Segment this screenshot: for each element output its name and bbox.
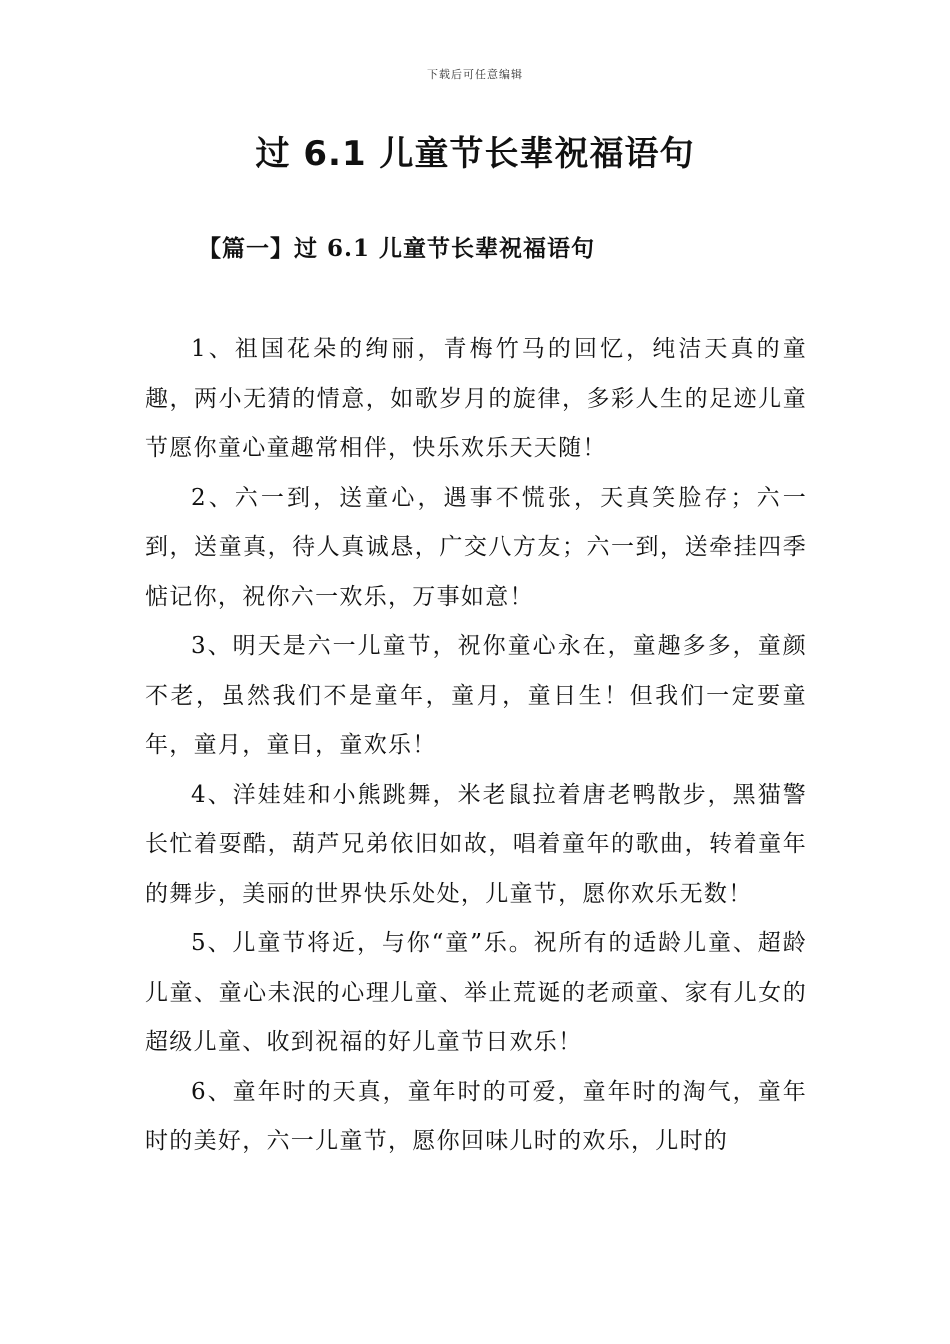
paragraph-6: 6、童年时的天真，童年时的可爱，童年时的淘气，童年时的美好，六一儿童节，愿你回味儿时的欢乐，儿时的 <box>145 1078 807 1154</box>
paragraph-4: 4、洋娃娃和小熊跳舞，米老鼠拉着唐老鸭散步，黑猫警长忙着耍酷，葫芦兄弟依旧如故，唱着童年的歌曲，转着童年的舞步，美丽的世界快乐处处，儿童节，愿你欢乐无数！ <box>145 781 807 907</box>
paragraph-2: 2、六一到，送童心，遇事不慌张，天真笑脸存；六一到，送童真，待人真诚恳，广交八方友；六一到，送牵挂四季惦记你，祝你六一欢乐，万事如意！ <box>145 484 807 610</box>
header-note: 下载后可任意编辑 <box>427 68 523 81</box>
document-body <box>145 325 807 1167</box>
paragraph-3: 3、明天是六一儿童节，祝你童心永在，童趣多多，童颜不老，虽然我们不是童年，童月，童日生！但我们一定要童年，童月，童日，童欢乐！ <box>145 633 807 758</box>
document-title: 过 6.1 儿童节长辈祝福语句 <box>255 134 695 174</box>
paragraph-5: 5、儿童节将近，与你“童”乐。祝所有的适龄儿童、超龄儿童、童心未泯的心理儿童、举止荒诞的老顽童、家有儿女的超级儿童、收到祝福的好儿童节日欢乐！ <box>145 930 807 1055</box>
paragraph-1: 1、祖国花朵的绚丽，青梅竹马的回忆，纯洁天真的童趣，两小无猜的情意，如歌岁月的旋律，多彩人生的足迹儿童节愿你童心童趣常相伴，快乐欢乐天天随！ <box>145 336 807 461</box>
section-heading: 【篇一】过 6.1 儿童节长辈祝福语句 <box>198 235 596 262</box>
